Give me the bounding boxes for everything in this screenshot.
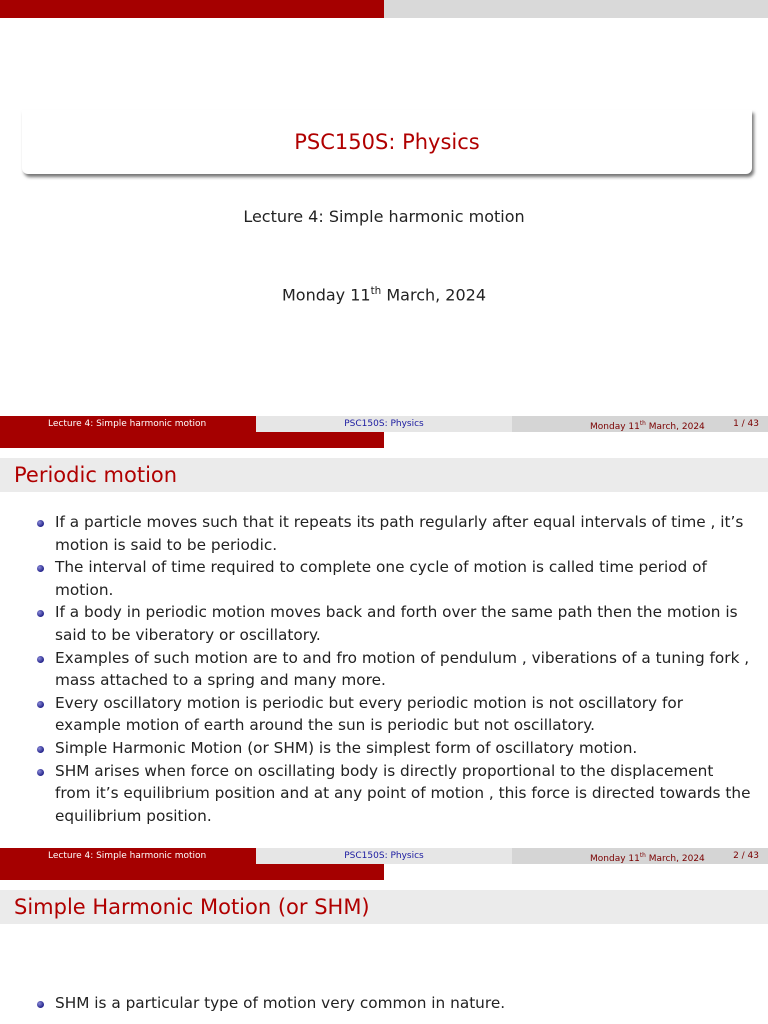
footer-date: Monday 11th March, 2024 bbox=[590, 421, 705, 432]
frame-title: Simple Harmonic Motion (or SHM) bbox=[14, 895, 370, 919]
bullet-icon bbox=[37, 746, 44, 753]
footer-course: PSC150S: Physics bbox=[256, 848, 512, 864]
list-item: If a body in periodic motion moves back and forth over the same path then the motion is said to be viberatory or oscillatory. bbox=[0, 601, 768, 646]
footer-page-number: 1 / 43 bbox=[733, 419, 759, 429]
bullet-icon bbox=[37, 610, 44, 617]
footer-page-number: 2 / 43 bbox=[733, 851, 759, 861]
slide-footer bbox=[0, 848, 768, 864]
date-suffix: March, 2024 bbox=[381, 285, 487, 305]
list-item: Examples of such motion are to and fro motion of pendulum , viberations of a tuning fork , mass attached to a spring and many more. bbox=[0, 647, 768, 692]
footer-date: Monday 11th March, 2024 bbox=[590, 853, 705, 864]
frame-title: Periodic motion bbox=[14, 463, 178, 487]
bullet-icon bbox=[37, 769, 44, 776]
bullet-icon bbox=[37, 656, 44, 663]
list-item: If a particle moves such that it repeats its path regularly after equal intervals of time , it’s motion is said to be periodic. bbox=[0, 511, 768, 556]
slide-subtitle: Lecture 4: Simple harmonic motion bbox=[243, 207, 525, 226]
bullet-icon bbox=[37, 520, 44, 527]
title-box bbox=[22, 110, 752, 174]
frame-title-bar bbox=[0, 890, 768, 924]
bullet-icon bbox=[37, 1001, 44, 1008]
bullet-icon bbox=[37, 701, 44, 708]
progress-bar-empty bbox=[384, 0, 768, 18]
frame-title-bar bbox=[0, 458, 768, 492]
list-item: The interval of time required to complete one cycle of motion is called time period of motion. bbox=[0, 556, 768, 601]
progress-bar-filled bbox=[0, 864, 384, 880]
list-item: SHM arises when force on oscillating body is directly proportional to the displacement from it’s equilibrium position and at any point of motion , this force is directed towards the equilibrium position. bbox=[0, 760, 768, 828]
list-item: Simple Harmonic Motion (or SHM) is the simplest form of oscillatory motion. bbox=[0, 737, 768, 760]
slide-title: PSC150S: Physics bbox=[294, 130, 480, 154]
date-prefix: Monday 11 bbox=[281, 285, 371, 305]
bullet-list bbox=[0, 511, 768, 827]
footer-course: PSC150S: Physics bbox=[256, 416, 512, 432]
slide-date bbox=[0, 285, 768, 304]
date-sup: th bbox=[370, 285, 382, 297]
footer-date-page bbox=[512, 416, 768, 432]
bullet-icon bbox=[37, 565, 44, 572]
footer-lecture: Lecture 4: Simple harmonic motion bbox=[0, 848, 256, 864]
list-item: SHM is a particular type of motion very common in nature. bbox=[0, 992, 768, 1015]
slide-footer bbox=[0, 416, 768, 432]
progress-bar-filled bbox=[0, 432, 384, 448]
list-item: Every oscillatory motion is periodic but every periodic motion is not oscillatory for example motion of earth around the sun is periodic but not oscillatory. bbox=[0, 692, 768, 737]
footer-date-page bbox=[512, 848, 768, 864]
progress-bar-filled bbox=[0, 0, 384, 18]
bullet-list bbox=[0, 992, 768, 1015]
footer-lecture: Lecture 4: Simple harmonic motion bbox=[0, 416, 256, 432]
